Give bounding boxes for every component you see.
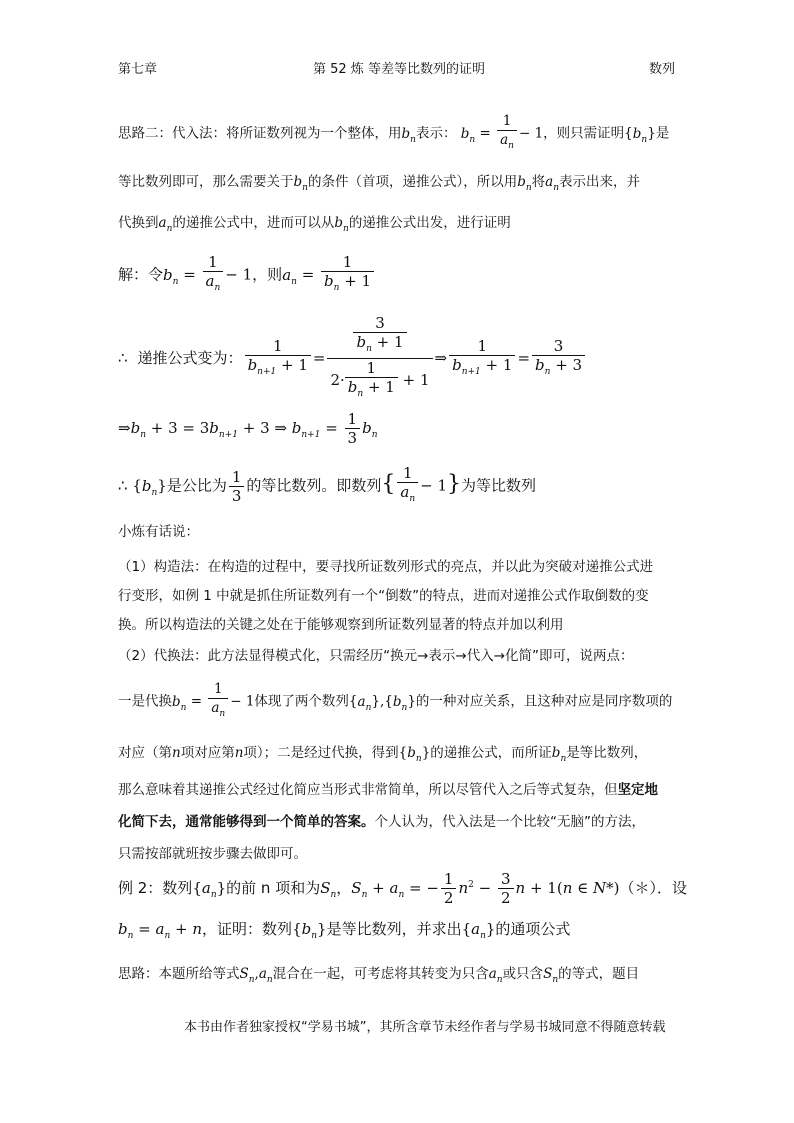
notes-p1-line3: 换。所以构造法的关键之处在于能够观察到所证数列显著的特点并加以利用 xyxy=(118,617,564,633)
solution-let: 解：令$b_n$ = $\frac{1}{a_n}$ − 1，则$a_n$ = $\frac{1}{b_n + 1}$ xyxy=(118,253,376,297)
notes-p2-line4: 那么意味着其递推公式经过化简应当形式非常简单，所以尽管代入之后等式复杂，但坚定地 xyxy=(118,782,658,798)
recursion-simplified: $\Rightarrow b_n + 3 = 3b_{n+1} + 3$ ⇒ $b_{n+1}$ = $\frac{1}{3}$ $b_n$ xyxy=(118,410,378,447)
chapter-label: 第七章 xyxy=(118,62,158,77)
notes-title: 小炼有话说： xyxy=(118,524,199,540)
notes-p1-line2: 行变形，如例 1 中就是抓住所证数列有一个“倒数”的特点，进而对递推公式作取倒数的变 xyxy=(118,588,649,604)
example2-idea: 思路：本题所给等式$S_n,a_n$混合在一起，可考虑将其转变为只含$a_n$或只含$S_n$的等式，题目 xyxy=(118,966,640,985)
example2-line1: 例 2：数列$\{a_n\}$的前 n 项和为$S_n$，$S_n + a_n$ = − $\frac{1}{2}$ $n^2$ − $\frac{3}{2}$ n + 1(n ∈ N*)（＊）．设 xyxy=(118,870,688,907)
solution-conclusion: ∴ $\{b_n\}$是公比为 $\frac{1}{3}$ 的等比数列。即数列{ $\frac{1}{a_n}$ − 1}为等比数列 xyxy=(118,464,537,505)
notes-p2-line1: （2）代换法：此方法显得模式化，只需经历“换元→表示→代入→化简”即可，说两点： xyxy=(118,648,634,664)
notes-p2-line2: 一是代换$b_n$ = $\frac{1}{a_n}$ − 1体现了两个数列$\{a_n\},\{b_n\}$的一种对应关系，且这种对应是同序数项的 xyxy=(118,681,673,719)
notes-p1-line1: （1）构造法：在构造的过程中，要寻找所证数列形式的亮点，并以此为突破对递推公式进 xyxy=(118,559,654,575)
copyright-footer: 本书由作者独家授权“学易书城”，其所含章节未经作者与学易书城同意不得随意转载 xyxy=(184,1020,666,1035)
notes-p2-line6: 只需按部就班按步骤去做即可。 xyxy=(118,846,307,862)
subject-label: 数列 xyxy=(649,62,676,77)
idea2-line3: 代换到$a_n$的递推公式中，进而可以从$b_n$的递推公式出发，进行证明 xyxy=(118,215,511,234)
notes-p2-line3: 对应（第n项对应第n项）；二是经过代换，得到$\{b_n\}$的递推公式，而所证$b_n$是等比数列， xyxy=(118,745,648,764)
recursion-transform: ∴ 递推公式变为： $\frac{1}{b_{n+1} + 1}$ = $\frac{3}{b_n + 1}$ 2· $\frac{1}{b_n + 1}$ + 1 ⇒ $\frac{1}{b_{n+1} + 1}$ = $\frac{3}{b_n + 3}$ xyxy=(118,314,587,403)
notes-p2-line5: 化简下去，通常能够得到一个简单的答案。个人认为，代入法是一个比较“无脑”的方法， xyxy=(118,814,645,830)
idea2-line2: 等比数列即可，那么需要关于$b_n$的条件（首项，递推公式），所以用$b_n$将$a_n$表示出来，并 xyxy=(118,174,641,193)
idea2-line1: 思路二：代入法：将所证数列视为一个整体，用$b_n$表示： $b_n$ = $\frac{1}{a_n}$ − 1，则只需证明$\{b_n\}$是 xyxy=(118,112,669,155)
fraction: $\frac{1}{a_n}$ xyxy=(497,112,517,155)
section-title: 第 52 炼 等差等比数列的证明 xyxy=(313,62,485,77)
example2-line2: $b_n = a_n + n$，证明：数列$\{b_n\}$是等比数列，并求出$\{a_n\}$的通项公式 xyxy=(118,920,571,941)
